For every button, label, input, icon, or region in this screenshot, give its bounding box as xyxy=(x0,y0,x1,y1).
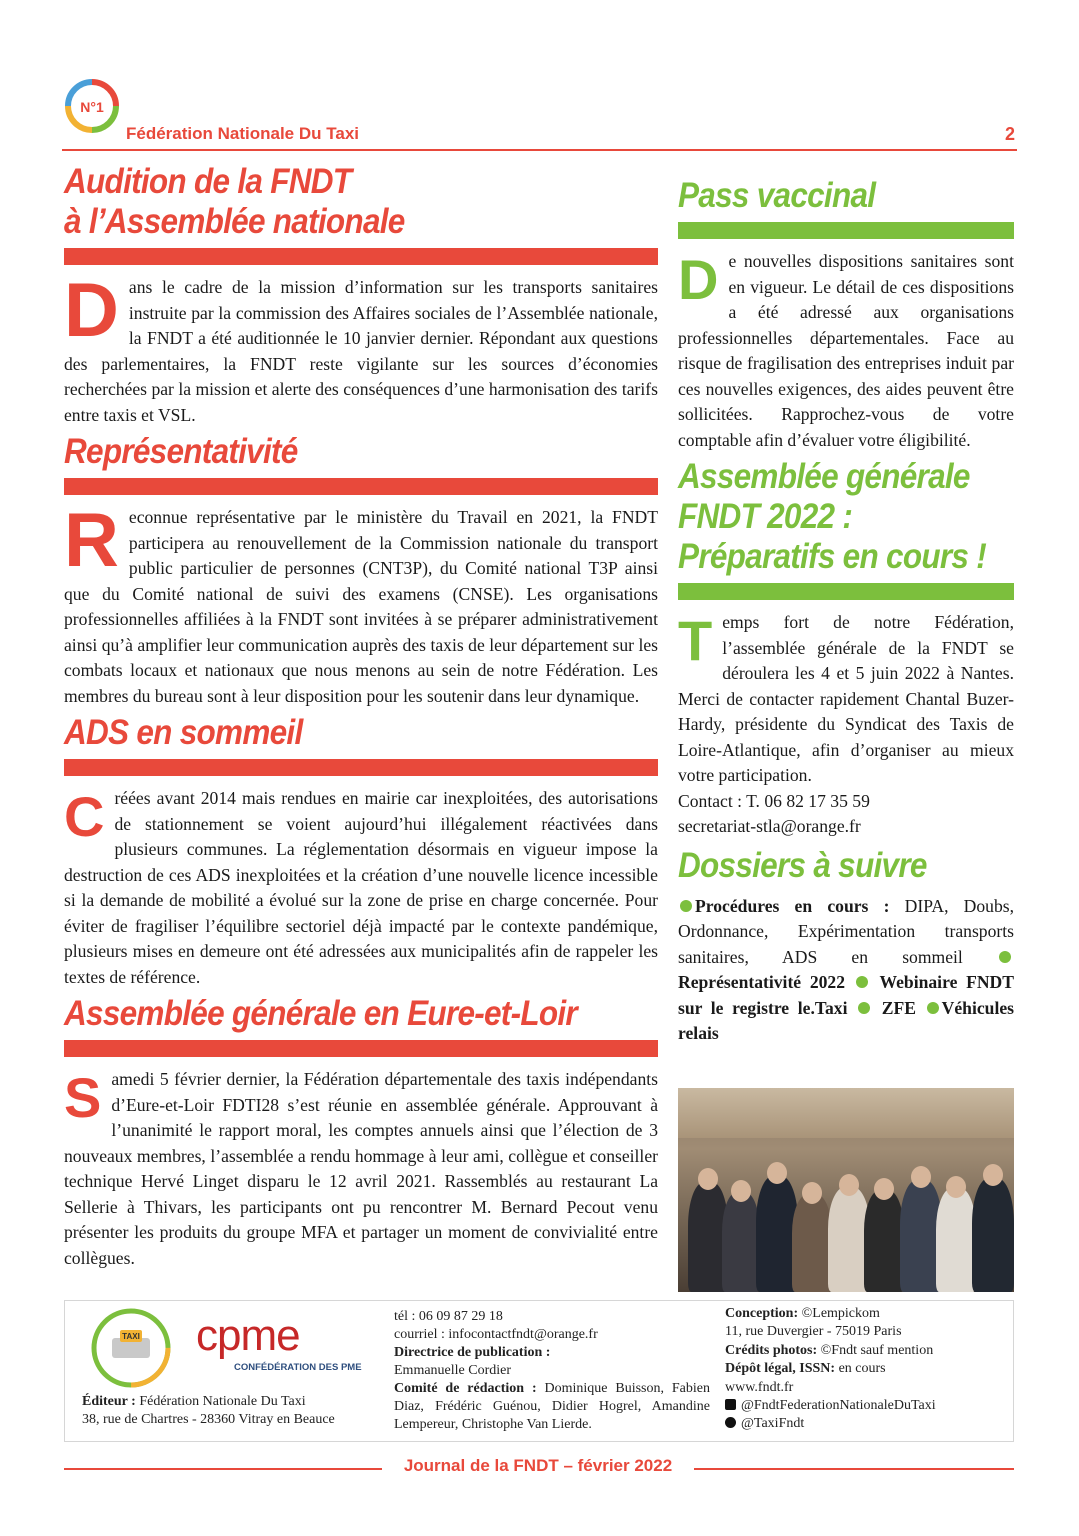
bullet-icon xyxy=(999,951,1011,963)
footer-director-label: Directrice de publication : xyxy=(394,1345,551,1360)
article-body: Temps fort de notre Fédération, l’assemblée générale de la FNDT se déroulera les 4 et 5 juin 2022 à Nantes. Merci de contacter rapidement Chantal Buzer-Hardy, présidente du Syndicat des Taxis de Loire-Atlantique, afin d’organiser au mieux votre participation. xyxy=(678,609,1014,785)
footer-contacts xyxy=(394,1308,710,1434)
page-number: 2 xyxy=(1004,124,1015,144)
logo-text: N°1 xyxy=(80,99,104,115)
section-bar xyxy=(678,222,1014,239)
footer-credits: Conception: ©Lempickom 11, rue Duvergier - 75019 Paris Crédits photos: ©Fndt sauf mention Dépôt légal, ISSN: en cours www.fndt.fr @FndtFederationNationaleDuTaxi @TaxiFndt xyxy=(725,1305,1015,1434)
footer-facebook[interactable]: @FndtFederationNationaleDuTaxi xyxy=(725,1397,1015,1415)
article-title: Pass vaccinal xyxy=(678,176,876,215)
header-title: Fédération Nationale Du Taxi xyxy=(126,124,360,143)
section-bar xyxy=(64,478,658,495)
article-audition xyxy=(64,162,658,428)
logo-text: TAXI xyxy=(122,1332,140,1341)
facebook-icon xyxy=(725,1399,736,1410)
group-photo xyxy=(678,1088,1014,1292)
fndt-taxi-logo xyxy=(88,1308,174,1388)
fndt-n1-logo xyxy=(64,78,120,134)
drop-cap: T xyxy=(678,609,713,672)
section-bar xyxy=(678,583,1014,600)
footer-tel: tél : 06 09 87 29 18 xyxy=(394,1309,503,1324)
left-column xyxy=(64,162,658,1271)
drop-cap: C xyxy=(64,785,105,848)
footer-twitter[interactable]: @TaxiFndt xyxy=(725,1415,1015,1433)
contact-email[interactable]: secretariat-stla@orange.fr xyxy=(678,816,861,836)
article-body: Samedi 5 février dernier, la Fédération départementale des taxis indépendants d’Eure-et-Loir FDTI28 s’est réunie en assemblée générale. Approuvant à l’unanimité le rapport moral, les comptes annuels ainsi que l’élection de 3 nouveaux membres, l’assemblée a rendu hommage à leur ami, collègue et conseiller technique Hervé Linget disparu le 12 avril 2021. Rassemblés au restaurant La Sellerie à Thivars, les participants ont pu rencontrer M. Bernard Pecout venu présenter les produits du groupe MFA et partager un moment de convivialité entre collègues. xyxy=(64,1066,658,1268)
journal-title: Journal de la FNDT – février 2022 xyxy=(403,1456,673,1475)
article-body: Dans le cadre de la mission d’information sur les transports sanitaires instruite par la commission des Affaires sociales de l’Assemblée nationale, la FNDT a été auditionnée le 10 janvier dernier. Répondant aux questions des parlementaires, la FNDT reste vigilante sur les sources d’économies recherchées par la mission et alerte des conséquences d’une harmonisation des tarifs entre taxis et VSL. xyxy=(64,268,658,425)
dossiers-list: Procédures en cours : DIPA, Doubs, Ordonnance, Expérimentation transports sanitaires, ADS en sommeil Représentativité 2022 Webinaire FNDT sur le registre le.Taxi ZFE Véhicules relais xyxy=(678,895,1014,1043)
footer-committee: Comité de rédaction : Dominique Buisson, Fabien Diaz, Frédéric Guénou, Didier Hogrel, Amandine Lempereur, Christophe Van Lierde. xyxy=(394,1381,710,1432)
cpme-subtitle: CONFÉDÉRATION DES PME xyxy=(234,1362,362,1373)
article-body: Créées avant 2014 mais rendues en mairie car inexploitées, des autorisations de stationnement se voient aujourd’hui illégalement réactivées dans plusieurs communes. La réglementation désormais en vigueur impose la destruction de ces ADS inexploitées et la création d’une nouvelle licence incessible si la demande de mobilité a évolué sur la zone de prise en charge concernée. Pour éviter de fragiliser l’équilibre sectoriel déjà impacté par le contexte pandémique, plusieurs mises en demeure ont été adressées aux municipalités afin de rappeler les textes de référence. xyxy=(64,785,658,987)
bullet-icon xyxy=(856,976,868,988)
right-column xyxy=(678,176,1014,1047)
twitter-icon xyxy=(725,1417,736,1428)
bullet-icon xyxy=(927,1002,939,1014)
footer-divider-left xyxy=(64,1468,382,1470)
article-ads xyxy=(64,713,658,990)
article-title: Audition de la FNDT à l’Assemblée nationale xyxy=(64,162,405,241)
contact-phone: Contact : T. 06 82 17 35 59 xyxy=(678,790,870,811)
header-divider xyxy=(62,149,1017,151)
drop-cap: R xyxy=(64,498,119,583)
section-bar xyxy=(64,248,658,265)
footer-director-name: Emmanuelle Cordier xyxy=(394,1363,512,1378)
cpme-wordmark: cpme xyxy=(196,1312,300,1360)
footer-address: 11, rue Duvergier - 75019 Paris xyxy=(725,1324,902,1340)
section-bar xyxy=(64,759,658,776)
cpme-logo xyxy=(196,1312,376,1376)
article-title: Assemblée générale FNDT 2022 : Préparatifs en cours ! xyxy=(678,457,987,576)
article-title: Dossiers à suivre xyxy=(678,845,927,885)
drop-cap: S xyxy=(64,1066,102,1129)
article-dossiers xyxy=(678,846,1014,1047)
article-title: Représentativité xyxy=(64,432,298,471)
article-body: Reconnue représentative par le ministère du Travail en 2021, la FNDT participera au renouvellement de la Commission nationale du transport public particulier de personnes (CNT3P), du Comité national T3P ainsi que du Comité national de suivi des examens (CNSE). Les organisations professionnelles affiliées à la FNDT sont invitées à se préparer administrativement ainsi qu’à amplifier leur communication auprès des taxis de leur département sur les combats locaux et nationaux que nous menons au sein de notre Fédération. Les membres du bureau sont à leur disposition pour les soutenir dans leur dynamique. xyxy=(64,498,658,706)
article-ag-2022 xyxy=(678,457,1014,840)
drop-cap: D xyxy=(64,268,119,353)
footer-email[interactable]: courriel : infocontactfndt@orange.fr xyxy=(394,1327,598,1342)
article-title: ADS en sommeil xyxy=(64,713,303,752)
article-title: Assemblée générale en Eure-et-Loir xyxy=(64,994,577,1033)
bullet-icon xyxy=(858,1002,870,1014)
article-eure-et-loir xyxy=(64,994,658,1271)
footer-editor: Éditeur : Fédération Nationale Du Taxi 38, rue de Chartres - 28360 Vitray en Beauce xyxy=(82,1394,335,1427)
bullet-icon xyxy=(680,900,692,912)
drop-cap: D xyxy=(678,248,719,311)
article-body: De nouvelles dispositions sanitaires sont en vigueur. Le détail de ces dispositions a été adressé aux organisations professionnelles départementales. Face au risque de fragilisation des entreprises induit par ces nouvelles exigences, des aides peuvent être sollicitées. Rapprochez-vous de votre comptable afin d’évaluer votre éligibilité. xyxy=(678,248,1014,450)
footer-website[interactable]: www.fndt.fr xyxy=(725,1379,794,1395)
section-bar xyxy=(64,1040,658,1057)
footer-divider-right xyxy=(694,1468,1014,1470)
article-representativite xyxy=(64,432,658,709)
article-pass-vaccinal xyxy=(678,176,1014,453)
